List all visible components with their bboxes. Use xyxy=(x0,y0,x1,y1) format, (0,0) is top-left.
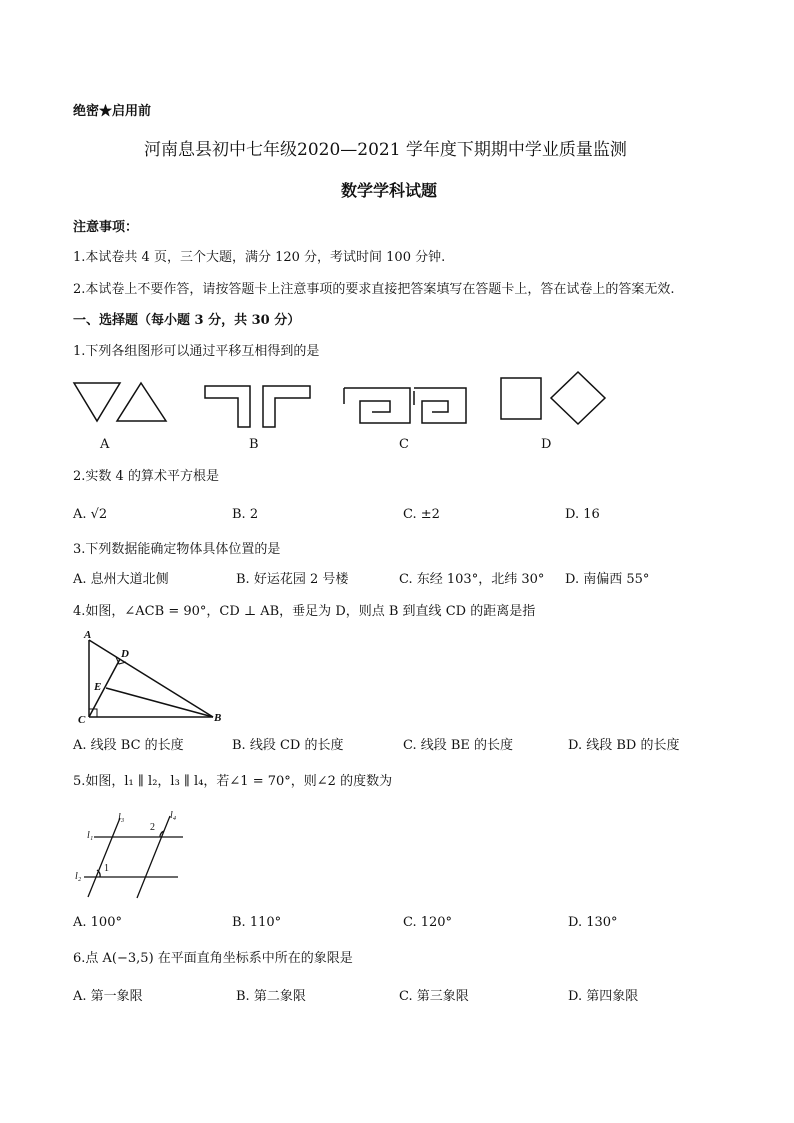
label-d: D xyxy=(121,648,129,660)
q1-option-label: D xyxy=(541,437,552,452)
option-b: B. 线段 CD 的长度 xyxy=(232,738,344,753)
label-b: B xyxy=(214,712,222,724)
option-c: C. 线段 BE 的长度 xyxy=(403,738,514,753)
label-c: C xyxy=(78,714,86,726)
exam-subtitle: 数学学科试题 xyxy=(341,181,438,200)
label-e: E xyxy=(94,681,102,693)
label-angle-1: 1 xyxy=(104,863,109,874)
confidential-label: 绝密★启用前 xyxy=(73,104,152,119)
label-angle-2: 2 xyxy=(150,822,155,833)
option-c: C. 120° xyxy=(403,915,453,930)
option-a: A. 100° xyxy=(73,915,122,930)
option-a: A. 第一象限 xyxy=(73,989,143,1004)
option-c: C. 第三象限 xyxy=(399,989,469,1004)
question-stem: 5.如图，l₁ ∥ l₂，l₃ ∥ l₄，若∠1 = 70°，则∠2 的度数为 xyxy=(73,774,393,789)
option-d: D. 南偏西 55° xyxy=(565,572,650,587)
note-item: 2.本试卷上不要作答，请按答题卡上注意事项的要求直接把答案填写在答题卡上，答在试卷上的答案无效. xyxy=(73,282,675,297)
option-c: C. 东经 103°，北纬 30° xyxy=(399,572,545,587)
option-b: B. 110° xyxy=(232,915,282,930)
q1-option-label: C xyxy=(399,437,409,452)
q1-option-label: B xyxy=(249,437,259,452)
notes-heading: 注意事项： xyxy=(73,220,139,235)
option-a: A. 息州大道北侧 xyxy=(73,572,169,587)
label-a: A xyxy=(84,629,92,641)
option-d: D. 第四象限 xyxy=(568,989,639,1004)
label-l3: l₃ xyxy=(118,812,125,823)
note-item: 1.本试卷共 4 页，三个大题，满分 120 分，考试时间 100 分钟. xyxy=(73,250,446,265)
option-c: C. ±2 xyxy=(403,507,440,522)
question-stem: 2.实数 4 的算术平方根是 xyxy=(73,469,219,484)
question-stem: 1.下列各组图形可以通过平移互相得到的是 xyxy=(73,344,320,359)
option-d: D. 130° xyxy=(568,915,618,930)
question-stem: 6.点 A(−3,5) 在平面直角坐标系中所在的象限是 xyxy=(73,951,353,966)
option-b: B. 2 xyxy=(232,507,259,522)
label-l4: l₄ xyxy=(170,810,177,821)
question-stem: 4.如图，∠ACB = 90°，CD ⊥ AB，垂足为 D，则点 B 到直线 CD 的距离是指 xyxy=(73,604,536,619)
option-a: A. 线段 BC 的长度 xyxy=(73,738,184,753)
option-b: B. 第二象限 xyxy=(236,989,306,1004)
label-l2: l₂ xyxy=(75,871,82,882)
option-a: A. √2 xyxy=(73,507,108,522)
option-d: D. 线段 BD 的长度 xyxy=(568,738,680,753)
option-b: B. 好运花园 2 号楼 xyxy=(236,572,349,587)
question-stem: 3.下列数据能确定物体具体位置的是 xyxy=(73,542,281,557)
label-l1: l₁ xyxy=(87,830,94,841)
option-d: D. 16 xyxy=(565,507,600,522)
q1-option-label: A xyxy=(100,437,110,452)
section-heading: 一、选择题（每小题 3 分，共 30 分） xyxy=(73,313,301,328)
exam-title: 河南息县初中七年级2020—2021 学年度下期期中学业质量监测 xyxy=(144,140,627,160)
